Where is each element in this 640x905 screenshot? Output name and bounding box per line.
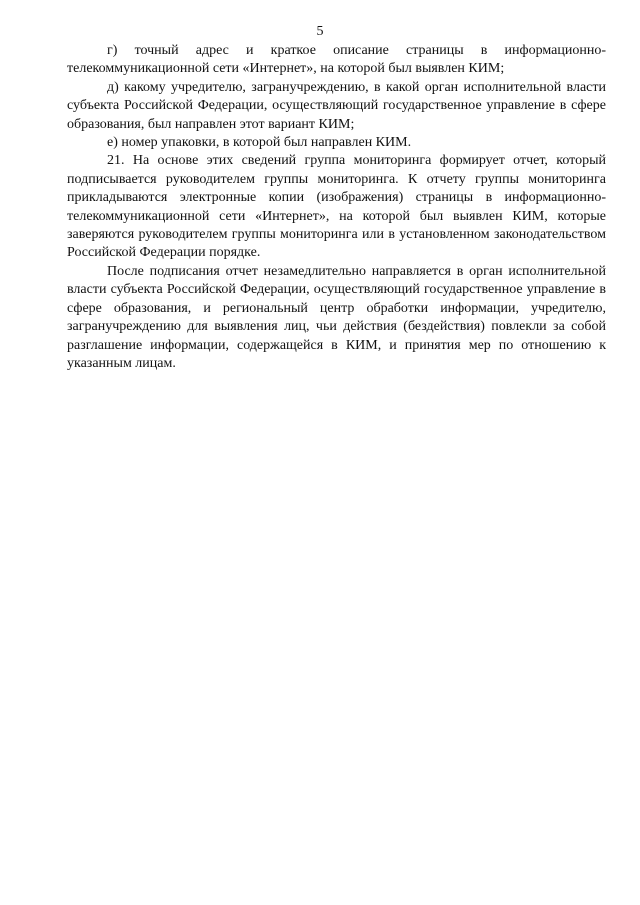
paragraph-clause-21: 21. На основе этих сведений группа мониторинга формирует отчет, который подписывается руководителем группы мониторинга. К отчету группы мониторинга прикладываются электронные копии (изображения) страницы в информационно-телекоммуникационной сети «Интернет», на которой был выявлен КИМ, которые заверяются руководителем группы мониторинга или в установленном законодательством Российской Федерации порядке.: [67, 153, 606, 261]
paragraph-item-e: е) номер упаковки, в которой был направлен КИМ.: [107, 135, 412, 151]
paragraph-after-signing: После подписания отчет незамедлительно направляется в орган исполнительной власти субъекта Российской Федерации, осуществляющий государственное управление в сфере образования, и региональный центр обработки информации, учредителю, загранучреждению для выявления лиц, чьи действия (бездействия) повлекли за собой разглашение информации, содержащейся в КИМ, и принятия мер по отношению к указанным лицам.: [67, 263, 606, 371]
page-number: 5: [316, 24, 324, 39]
paragraph-item-g: г) точный адрес и краткое описание страницы в информационно-телекоммуникационной сети «Интернет», на которой был выявлен КИМ;: [67, 43, 606, 77]
document-body: [67, 42, 606, 373]
paragraph-item-d: д) какому учредителю, загранучреждению, в какой орган исполнительной власти субъекта Российской Федерации, осуществляющий государственное управление в сфере образования, был направлен этот вариант КИМ;: [67, 79, 606, 132]
